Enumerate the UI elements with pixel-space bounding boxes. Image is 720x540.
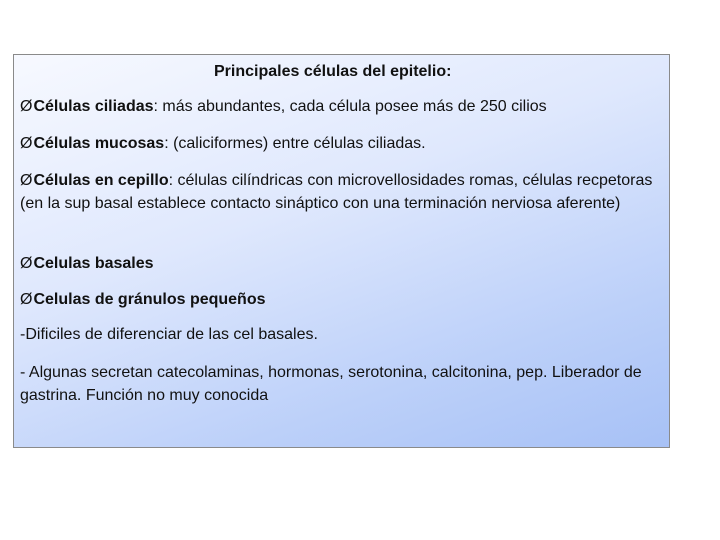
note-line: - Algunas secretan catecolaminas, hormonas, serotonina, calcitonina, pep. Liberador de gastrina. Función no muy conocida [20,364,642,404]
bullet-item-basales [20,252,660,275]
arrow-bullet-icon: Ø [20,135,33,152]
bullet-term: Células ciliadas [33,98,154,115]
bullet-item-cepillo [20,169,660,215]
note-line: -Dificiles de diferenciar de las cel basales. [20,326,318,343]
content-box [13,54,670,448]
bullet-item-mucosas [20,132,660,155]
arrow-bullet-icon: Ø [20,98,33,115]
arrow-bullet-icon: Ø [20,255,33,272]
bullet-term: Celulas de gránulos pequeños [33,291,266,308]
bullet-item-granulos [20,288,660,311]
arrow-bullet-icon: Ø [20,291,33,308]
arrow-bullet-icon: Ø [20,172,33,189]
slide-title: Principales células del epitelio: [214,63,452,80]
bullet-term: Células mucosas [33,135,165,152]
bullet-term: Células en cepillo [33,172,169,189]
bullet-text: : (caliciformes) entre células ciliadas. [164,135,426,152]
bullet-text: : más abundantes, cada célula posee más de 250 cilios [153,98,547,115]
bullet-text: : células cilíndricas con microvellosidades romas, células recpetoras (en la sup basal establece contacto sináptico con una terminación nerviosa aferente) [20,172,653,212]
bullet-item-ciliadas [20,95,660,118]
bullet-term: Celulas basales [33,255,154,272]
